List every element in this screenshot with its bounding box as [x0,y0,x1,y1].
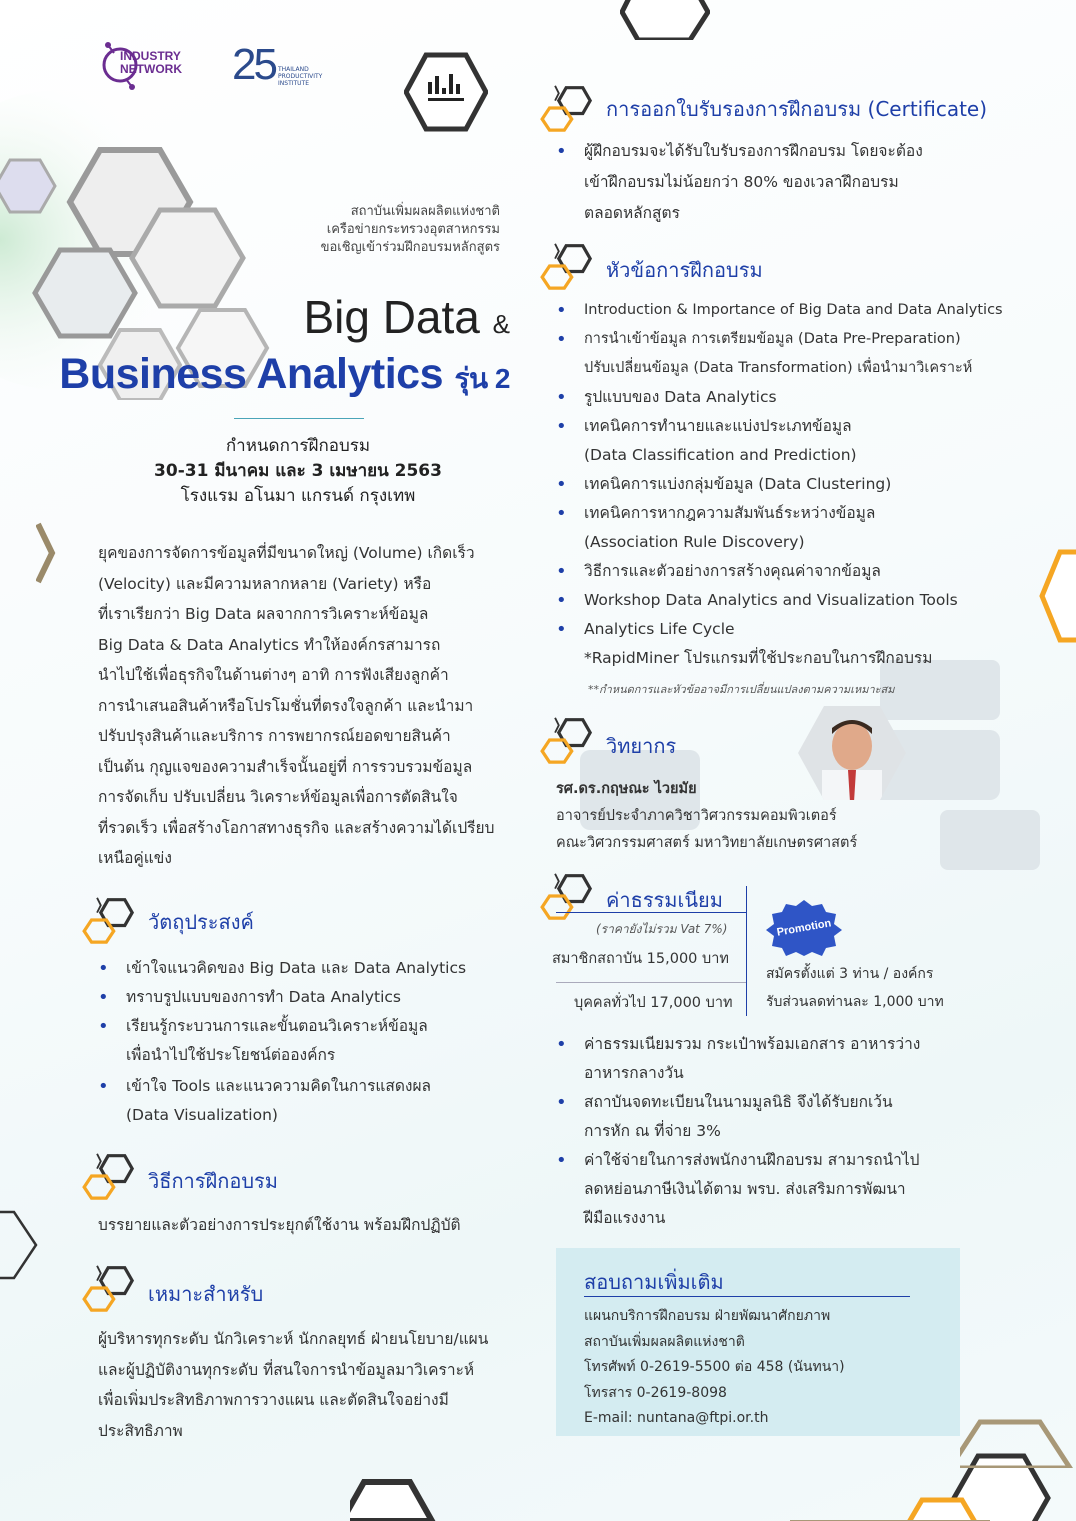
list-item: • Introduction & Importance of Big Data and Data Analytics [556,296,1026,325]
title-ampersand: & [492,309,510,339]
section-hex-icon [82,896,138,944]
industry-network-logo-text: INDUSTRY NETWORK [120,49,182,76]
course-title-line1 [250,290,510,344]
topics-list [556,296,1026,673]
title-business-analytics: Business Analytics [59,350,444,398]
top-hexagon-outline [620,0,710,40]
paragraph-line: (Velocity) และมีความหลากหลาย (Variety) หรือ [98,574,432,593]
intro-line: เครือข่ายกระทรวงอุตสาหกรรม [326,222,500,237]
title-generation: รุ่น 2 [454,363,510,394]
schedule-date: 30-31 มีนาคม และ 3 เมษายน 2563 [154,461,442,481]
objectives-heading: วัตถุประสงค์ [148,910,254,934]
promotion-text [766,960,944,1016]
section-hex-icon [82,1152,138,1200]
fee-notes-list [556,1030,976,1233]
paragraph-line: นำไปใช้เพื่อธุรกิจในด้านต่างๆ อาทิ การฟังเสียงลูกค้า [98,666,449,684]
certificate-heading: การออกใบรับรองการฝึกอบรม (Certificate) [606,97,988,121]
topics-heading: หัวข้อการฝึกอบรม [606,258,763,282]
paragraph-line: Big Data & Data Analytics ทำให้องค์กรสามารถ [98,635,441,654]
list-item: • Workshop Data Analytics and Visualization Tools [556,586,1026,615]
list-item: • รูปแบบของ Data Analytics [556,383,1026,412]
bottom-right-hexagon-tan [960,1418,1076,1468]
list-item: • เข้าใจ Tools และแนวความคิดในการแสดงผล (Data Visualization) [98,1072,518,1130]
list-item: • วิธีการและตัวอย่างการสร้างคุณค่าจากข้อมูล [556,557,1026,586]
contact-details [584,1304,845,1432]
list-item: • ค่าธรรมเนียมรวม กระเป๋าพร้อมเอกสาร อาหารว่าง อาหารกลางวัน [556,1030,976,1088]
ftpi-25-logo [232,40,332,100]
paragraph-line: ที่รวดเร็ว เพื่อสร้างโอกาสทางธุรกิจ และสร้างความได้เปรียบ [98,818,495,837]
paragraph-line: ที่เราเรียกว่า Big Data ผลจากการวิเคราะห์ข้อมูล [98,605,429,623]
right-edge-hexagon-orange [1030,548,1076,644]
promotion-badge-text: Promotion [775,917,833,939]
invitation-text [260,203,500,257]
audience-line: และผู้ปฏิบัติงานทุกระดับ ที่สนใจการนำข้อมูลมาวิเคราะห์ [98,1360,475,1379]
section-hex-icon [82,1264,138,1312]
list-item: • เข้าใจแนวคิดของ Big Data และ Data Analytics [98,954,518,983]
contact-heading: สอบถามเพิ่มเติม [584,1270,724,1294]
list-item: • สถาบันจดทะเบียนในนามมูลนิธิ จึงได้รับยกเว้น การหัก ณ ที่จ่าย 3% [556,1088,976,1146]
speaker-name: รศ.ดร.กฤษณะ ไวยมัย [556,781,697,797]
paragraph-line: การจัดเก็บ ปรับเปลี่ยน วิเคราะห์ข้อมูลเพื่อการตัดสินใจ [98,788,458,806]
contact-box [556,1248,960,1436]
list-item: • เทคนิคการหากฎความสัมพันธ์ระหว่างข้อมูล (Association Rule Discovery) [556,499,1026,557]
fee-divider-middle [556,982,746,983]
audience-line: ผู้บริหารทุกระดับ นักวิเคราะห์ นักกลยุทธ์ ฝ่ายนโยบาย/แผน [98,1330,489,1348]
ftpi-25-number: 25 [232,40,275,89]
contact-phone[interactable]: โทรศัพท์ 0-2619-5500 ต่อ 458 (นันทนา) [584,1359,845,1375]
contact-institute: สถาบันเพิ่มผลผลิตแห่งชาติ [584,1333,745,1350]
audience-line: เพื่อเพิ่มประสิทธิภาพการวางแผน และตัดสินใจอย่างมี [98,1391,449,1409]
promo-line: รับส่วนลดท่านละ 1,000 บาท [766,994,944,1010]
list-item: • เทคนิคการแบ่งกลุ่มข้อมูล (Data Clustering) [556,470,1026,499]
list-item: • เรียนรู้กระบวนการและขั้นตอนวิเคราะห์ข้อมูล เพื่อนำไปใช้ประโยชน์ต่อองค์กร [98,1012,518,1070]
contact-fax: โทรสาร 0-2619-8098 [584,1384,727,1401]
section-hex-icon [540,84,596,132]
schedule-venue: โรงแรม อโนมา แกรนด์ กรุงเทพ [180,486,416,506]
industry-network-logo [100,30,200,100]
title-big-data: Big Data [303,291,480,343]
intro-line: ขอเชิญเข้าร่วมฝึกอบรมหลักสูตร [320,240,500,255]
method-text: บรรยายและตัวอย่างการประยุกต์ใช้งาน พร้อมฝึกปฏิบัติ [98,1216,461,1234]
objectives-list [98,954,518,1130]
list-item: • การนำเข้าข้อมูล การเตรียมข้อมูล (Data Pre-Preparation) ปรับเปลี่ยนข้อมูล (Data Transformation) เพื่อนำมาวิเคราะห์ [556,325,1026,383]
list-item: • ค่าใช้จ่ายในการส่งพนักงานฝึกอบรม สามารถนำไป ลดหย่อนภาษีเงินได้ตาม พรบ. ส่งเสริมการพัฒนา ฝีมือแรงงาน [556,1146,976,1233]
section-hex-icon [540,242,596,290]
contact-department: แผนกบริการฝึกอบรม ฝ่ายพัฒนาศักยภาพ [584,1308,831,1324]
fee-vat-note: (ราคายังไม่รวม Vat 7%) [596,922,728,936]
ftpi-25-text: THAILAND PRODUCTIVITY INSTITUTE [278,66,323,87]
left-edge-hexagon-outline [0,1210,40,1280]
fee-divider-vertical [746,886,747,1016]
list-item: • เทคนิคการทำนายและแบ่งประเภทข้อมูล (Data Classification and Prediction) [556,412,1026,470]
promotion-badge [764,898,844,956]
speaker-heading: วิทยากร [606,734,677,758]
section-hex-icon [540,716,596,764]
paragraph-line: ปรับปรุงสินค้าและบริการ การพยากรณ์ยอดขายสินค้า [98,727,451,745]
fee-heading: ค่าธรรมเนียม [606,888,723,912]
left-edge-chevron [36,522,56,584]
speaker-info [556,776,857,857]
list-item: • ผู้ฝึกอบรมจะได้รับใบรับรองการฝึกอบรม โดยจะต้อง เข้าฝึกอบรมไม่น้อยกว่า 80% ของเวลาฝึกอบรม ตลอดหลักสูตร [556,136,976,229]
list-item: • Analytics Life Cycle *RapidMiner โปรแกรมที่ใช้ประกอบในการฝึกอบรม [556,615,1026,673]
speaker-position: อาจารย์ประจำภาควิชาวิศวกรรมคอมพิวเตอร์ [556,808,837,824]
contact-email[interactable]: E-mail: nuntana@ftpi.or.th [584,1410,769,1426]
topics-note: **กำหนดการและหัวข้ออาจมีการเปลี่ยนแปลงตามความเหมาะสม [588,683,895,696]
schedule-block [140,434,456,509]
audience-heading: เหมาะสำหรับ [148,1282,264,1306]
ftpi-emblem-hexagon [404,52,488,132]
paragraph-line: ยุคของการจัดการข้อมูลที่มีขนาดใหญ่ (Volume) เกิดเร็ว [98,544,475,562]
speaker-faculty: คณะวิศวกรรมศาสตร์ มหาวิทยาลัยเกษตรศาสตร์ [556,835,858,851]
schedule-heading: กำหนดการฝึกอบรม [225,436,371,456]
fee-divider-horizontal [556,912,746,913]
list-item: • ทราบรูปแบบของการทำ Data Analytics [98,983,518,1012]
contact-divider [584,1296,910,1297]
method-heading: วิธีการฝึกอบรม [148,1169,278,1193]
audience-text [98,1324,508,1446]
intro-line: สถาบันเพิ่มผลผลิตแห่งชาติ [350,204,500,219]
fee-member: สมาชิกสถาบัน 15,000 บาท [552,951,729,967]
course-title-line2 [40,350,510,401]
audience-line: ประสิทธิภาพ [98,1421,183,1440]
certificate-list [556,136,976,229]
promo-line: สมัครตั้งแต่ 3 ท่าน / องค์กร [766,966,934,982]
paragraph-line: เหนือคู่แข่ง [98,849,172,867]
intro-paragraph [98,538,500,874]
title-divider [234,418,364,419]
paragraph-line: การนำเสนอสินค้าหรือโปรโมชั่นที่ตรงใจลูกค้า และนำมา [98,696,474,715]
fee-general: บุคคลทั่วไป 17,000 บาท [574,995,733,1011]
paragraph-line: เป็นต้น กุญแจของความสำเร็จนั้นอยู่ที่ การรวบรวมข้อมูล [98,757,473,776]
